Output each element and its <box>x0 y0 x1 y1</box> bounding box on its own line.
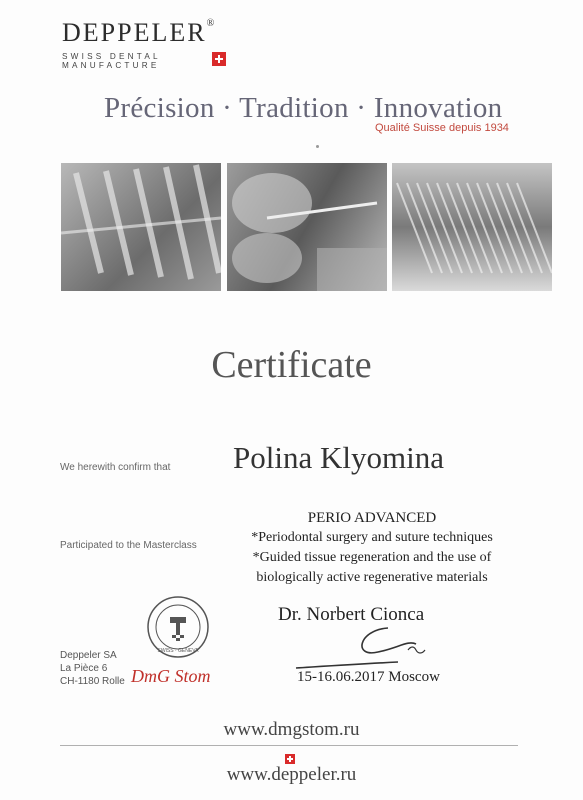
certificate-title: Certificate <box>211 344 372 386</box>
swiss-cross-icon <box>212 52 226 66</box>
registered-mark: ® <box>206 18 217 29</box>
quality-note: Qualité Suisse depuis 1934 <box>375 122 509 134</box>
dmg-stom-logo: DmG Stom <box>131 666 211 686</box>
brand-logo <box>62 18 216 48</box>
confirm-label: We herewith confirm that <box>60 462 171 473</box>
geneva-seal <box>146 595 210 659</box>
trainer-name: Dr. Norbert Cionca <box>278 604 425 625</box>
photo-craftsman <box>227 163 387 291</box>
company-address <box>60 649 125 688</box>
brand-name: DEPPELER <box>62 18 207 47</box>
photo-instrument-rows <box>392 163 552 291</box>
address-line: Deppeler SA <box>60 650 117 661</box>
deppeler-url[interactable]: www.deppeler.ru <box>226 764 357 785</box>
dmgstom-url[interactable]: www.dmgstom.ru <box>223 719 360 740</box>
brand-subtitle: SWISS DENTAL MANUFACTURE <box>62 52 161 70</box>
course-details <box>200 508 544 588</box>
address-line: CH-1180 Rolle <box>60 676 125 687</box>
address-line: La Pièce 6 <box>60 663 108 674</box>
photo-instruments <box>61 163 221 291</box>
divider-line <box>60 745 518 746</box>
seal-text: SWISS · GENEVA <box>157 648 199 654</box>
course-title: PERIO ADVANCED <box>307 510 437 526</box>
tagline: Précision · Tradition · Innovation <box>104 92 503 124</box>
participated-label: Participated to the Masterclass <box>60 540 197 551</box>
course-line: biologically active regenerative materials <box>256 570 488 585</box>
course-line: *Periodontal surgery and suture techniques <box>251 530 493 545</box>
swiss-cross-icon <box>285 754 295 764</box>
participant-name: Polina Klyomina <box>233 440 444 475</box>
divider-dot <box>316 145 319 148</box>
date-place: 15-16.06.2017 Moscow <box>297 669 440 685</box>
course-line: *Guided tissue regeneration and the use of <box>252 550 492 565</box>
